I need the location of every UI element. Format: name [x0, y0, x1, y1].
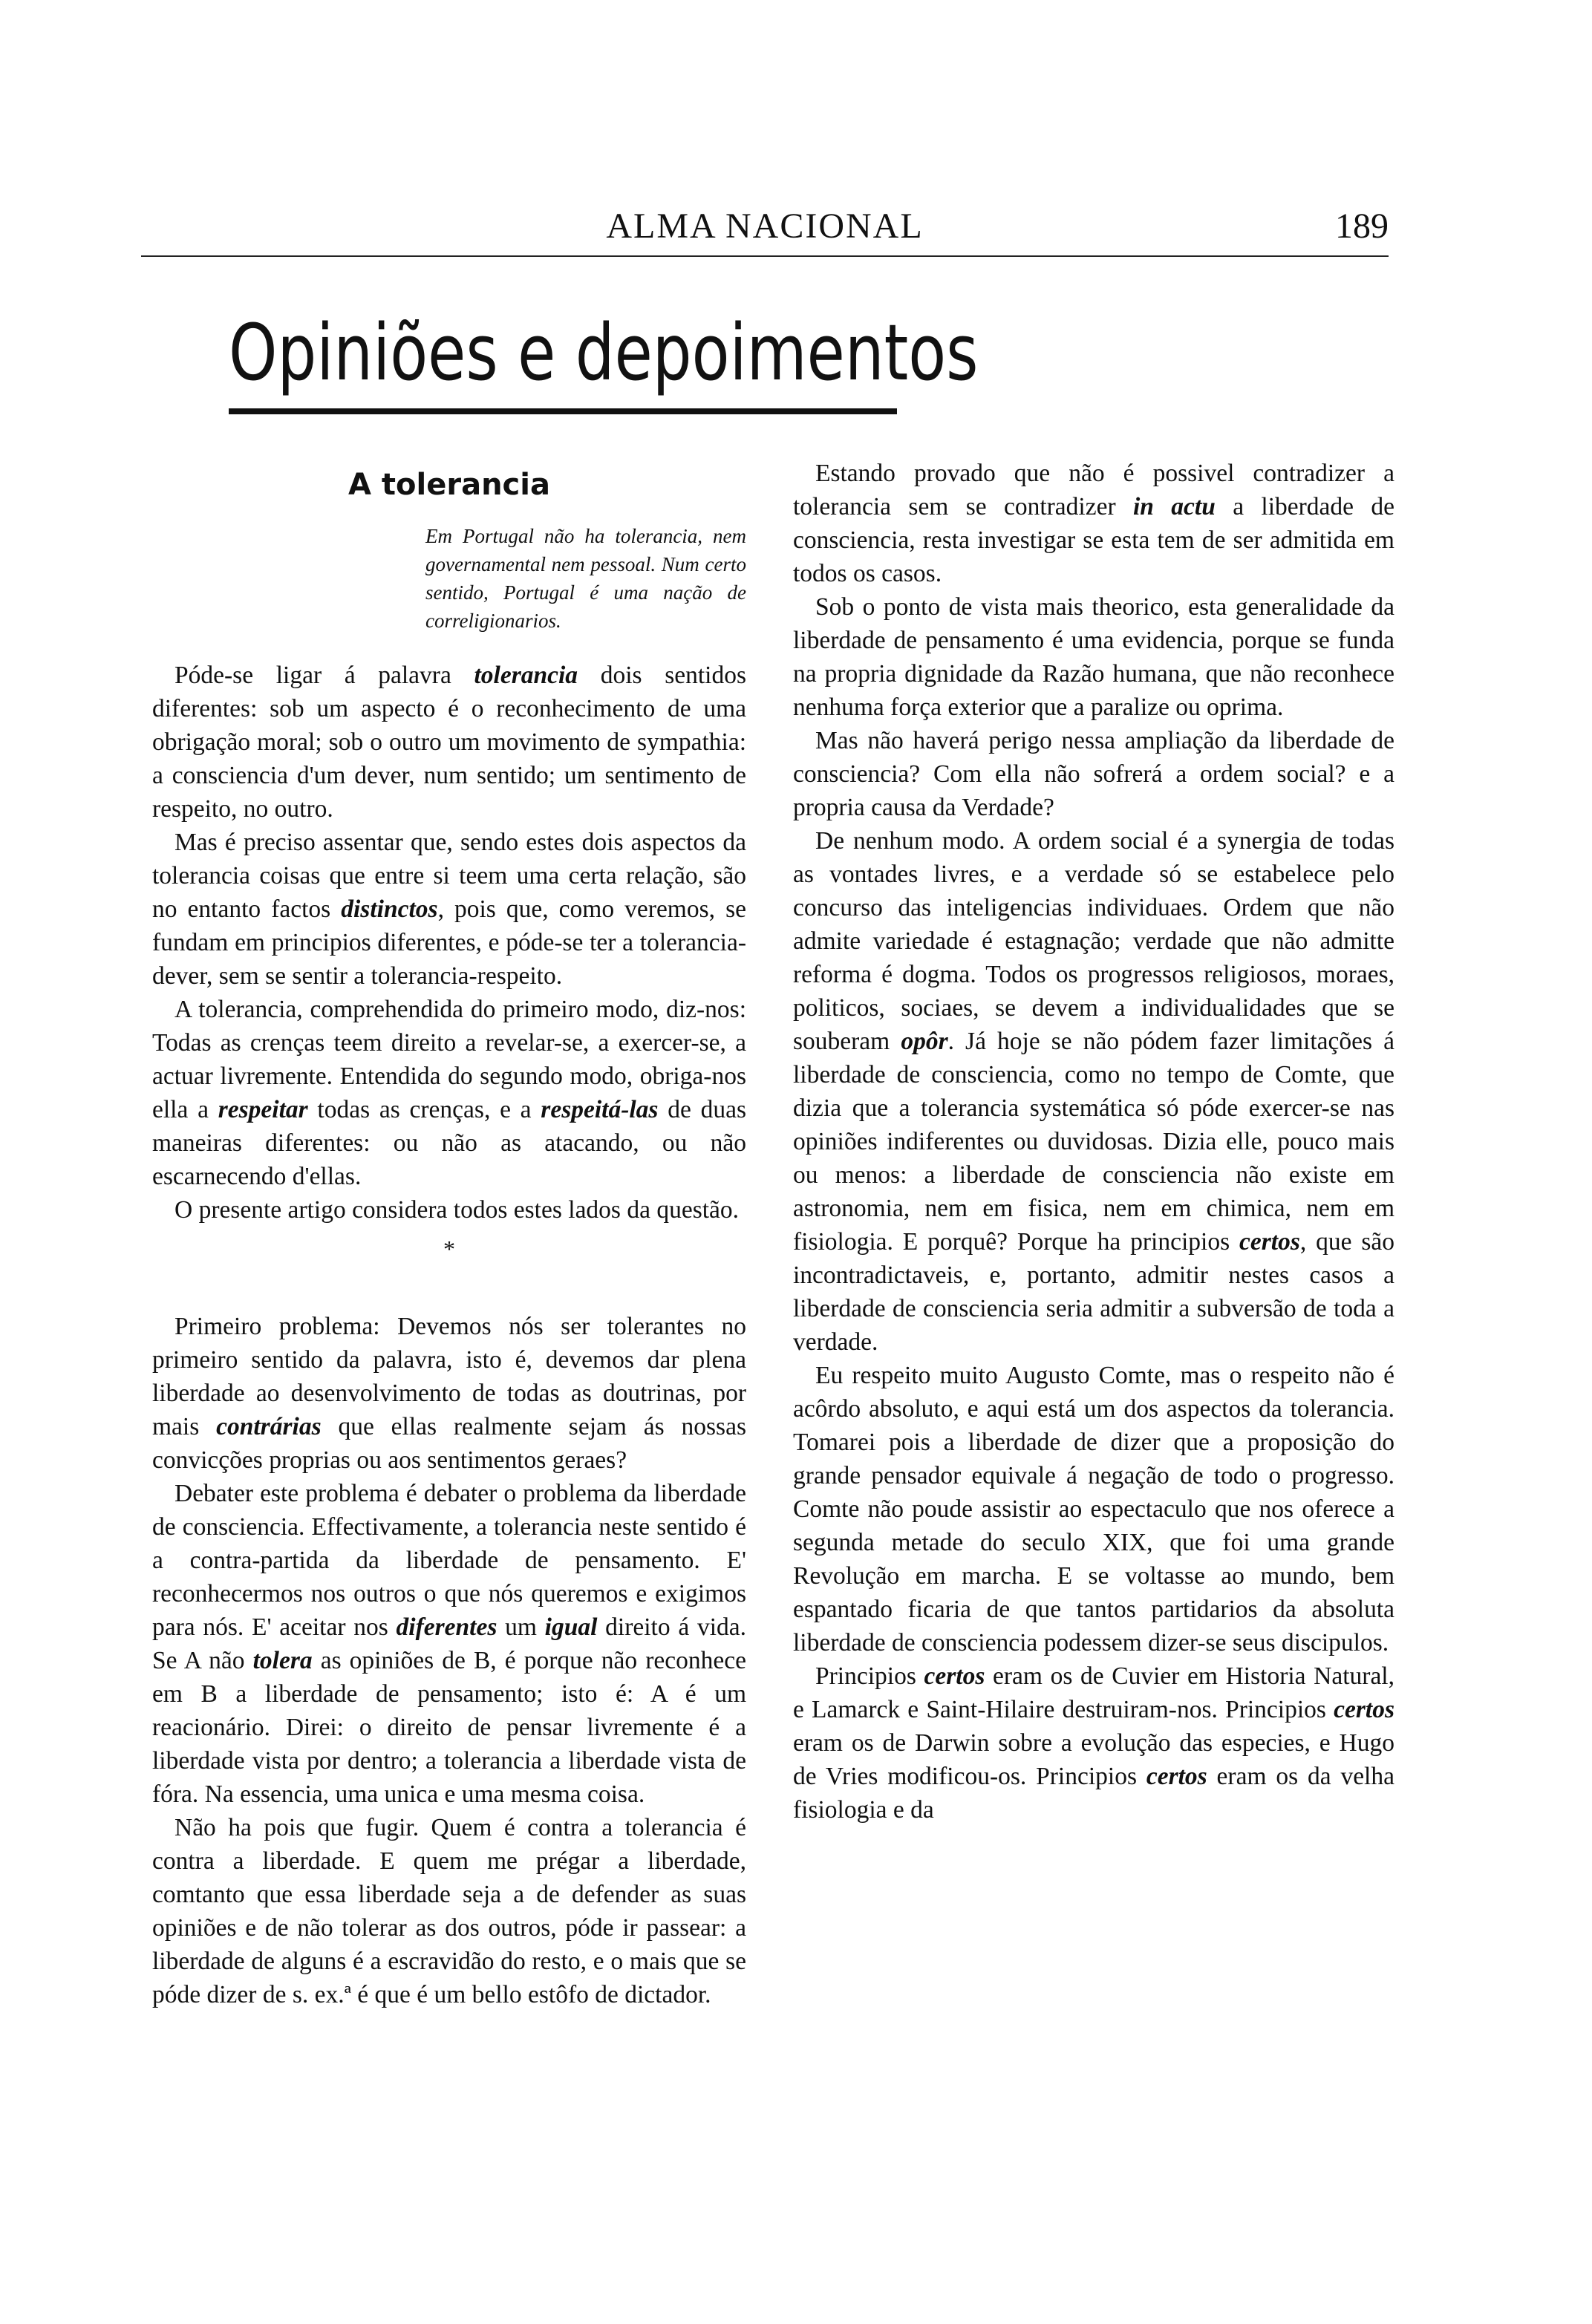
header-rule [141, 255, 1389, 257]
section-separator: * [443, 1236, 455, 1262]
running-head [141, 204, 1389, 249]
paragraph: Estando provado que não é possivel contradizer a tolerancia sem se contradizer in actu a liberdade de consciencia, resta investigar se esta tem de ser admitida em todos os casos. [793, 460, 1395, 587]
title-rule [229, 408, 897, 414]
page-number: 189 [1335, 206, 1389, 246]
right-column [793, 457, 1394, 1827]
paragraph: Principios certos eram os de Cuvier em Historia Natural, e Lamarck e Saint-Hilaire destruiram-nos. Principios certos eram os de Darwin sobre a evolução das especies, e Hugo de Vries modificou-os. Principios certos eram os da velha fisiologia e da [793, 1662, 1394, 1824]
paragraph: Primeiro problema: Devemos nós ser tolerantes no primeiro sentido da palavra, isto é, devemos dar plena liberdade ao desenvolvimento de todas as doutrinas, por mais contrárias que ellas realmente sejam ás nossas convicções proprias ou aos sentimentos geraes? [152, 1313, 746, 1474]
paragraph: Sob o ponto de vista mais theorico, esta generalidade da liberdade de pensamento é uma evidencia, porque se funda na propria dignidade da Razão humana, que não reconhece nenhuma força exterior que a paralize ou oprima. [793, 593, 1394, 721]
paragraph: De nenhum modo. A ordem social é a synergia de todas as vontades livres, e a verdade só se estabelece pelo concurso das inteligencias individuaes. Ordem que não admite variedade é estagnação; verdade que não admitte reforma é dogma. Todos os progressos religiosos, moraes, politicos, sociaes, se devem a individualidades que se souberam opôr. Já hoje se não pódem fazer limitações á liberdade de consciencia, como no tempo de Comte, que dizia que a tolerancia systemática só póde exercer-se nas opiniões indiferentes ou duvidosas. Dizia elle, pouco mais ou menos: a liberdade de consciencia não existe em astronomia, nem em fisica, nem em chimica, nem em fisiologia. E porquê? Porque ha principios certos, que são incontradictaveis, e, portanto, admitir nestes casos a liberdade de consciencia seria admitir a subversão de toda a verdade. [793, 827, 1394, 1356]
paragraph: Não ha pois que fugir. Quem é contra a tolerancia é contra a liberdade. E quem me prégar a liberdade, comtanto que essa liberdade seja a de defender as suas opiniões e de não tolerar as dos outros, póde ir passear: a liberdade de alguns é a escravidão do resto, e o mais que se póde dizer de s. ex.ª é que é um bello estôfo de dictador. [152, 1814, 746, 2008]
paragraph: Póde-se ligar á palavra tolerancia dois sentidos diferentes: sob um aspecto é o reconhecimento de uma obrigação moral; sob o outro um movimento de sympathia: a consciencia d'um dever, num sentido; um sentimento de respeito, no outro. [152, 662, 747, 823]
journal-title: ALMA NACIONAL [606, 206, 924, 246]
paragraph: Mas não haverá perigo nessa ampliação da liberdade de consciencia? Com ella não sofrerá a ordem social? e a propria causa da Verdade? [793, 727, 1394, 821]
epigraph: Em Portugal não ha tolerancia, nem governamental nem pessoal. Num certo sentido, Portugal é uma nação de correligionarios. [425, 525, 746, 632]
paragraph: Debater este problema é debater o problema da liberdade de consciencia. Effectivamente, a tolerancia neste sentido é a contra-partida da liberdade de pensamento. E' reconhecermos nos outros o que nós queremos e exigimos para nós. E' aceitar nos diferentes um igual direito á vida. Se A não tolera as opiniões de B, é porque não reconhece em B a liberdade de pensamento; isto é: A é um reacionário. Direi: o direito de pensar livremente é a liberdade vista por dentro; a tolerancia a liberdade vista de fóra. Na essencia, uma unica e uma mesma coisa. [152, 1480, 747, 1808]
paragraph: O presente artigo considera todos estes lados da questão. [174, 1196, 740, 1224]
section-title: Opiniões e depoimentos [229, 307, 979, 398]
paragraph: Mas é preciso assentar que, sendo estes dois aspectos da tolerancia coisas que entre si teem uma certa relação, são no entanto factos distinctos, pois que, como veremos, se fundam em principios diferentes, e póde-se ter a tolerancia-dever, sem se sentir a tolerancia-respeito. [152, 829, 746, 990]
paragraph: Eu respeito muito Augusto Comte, mas o respeito não é acôrdo absoluto, e aqui está um dos aspectos da tolerancia. Tomarei pois a liberdade de dizer que a proposição do grande pensador equivale á negação de todo o progresso. Comte não poude assistir ao espectaculo que nos oferece a segunda metade do seculo XIX, que foi uma grande Revolução em marcha. E se voltasse ao mundo, bem espantado ficaria de que tantos partidarios da absoluta liberdade de consciencia podessem dizer-se seus discipulos. [793, 1362, 1394, 1656]
left-column [152, 457, 746, 2011]
paragraph: A tolerancia, comprehendida do primeiro modo, diz-nos: Todas as crenças teem direito a revelar-se, a exercer-se, a actuar livremente. Entendida do segundo modo, obriga-nos ella a respeitar todas as crenças, e a respeitá-las de duas maneiras diferentes: ou não as atacando, ou não escarnecendo d'ellas. [152, 996, 746, 1190]
article-title: A tolerancia [348, 468, 550, 502]
